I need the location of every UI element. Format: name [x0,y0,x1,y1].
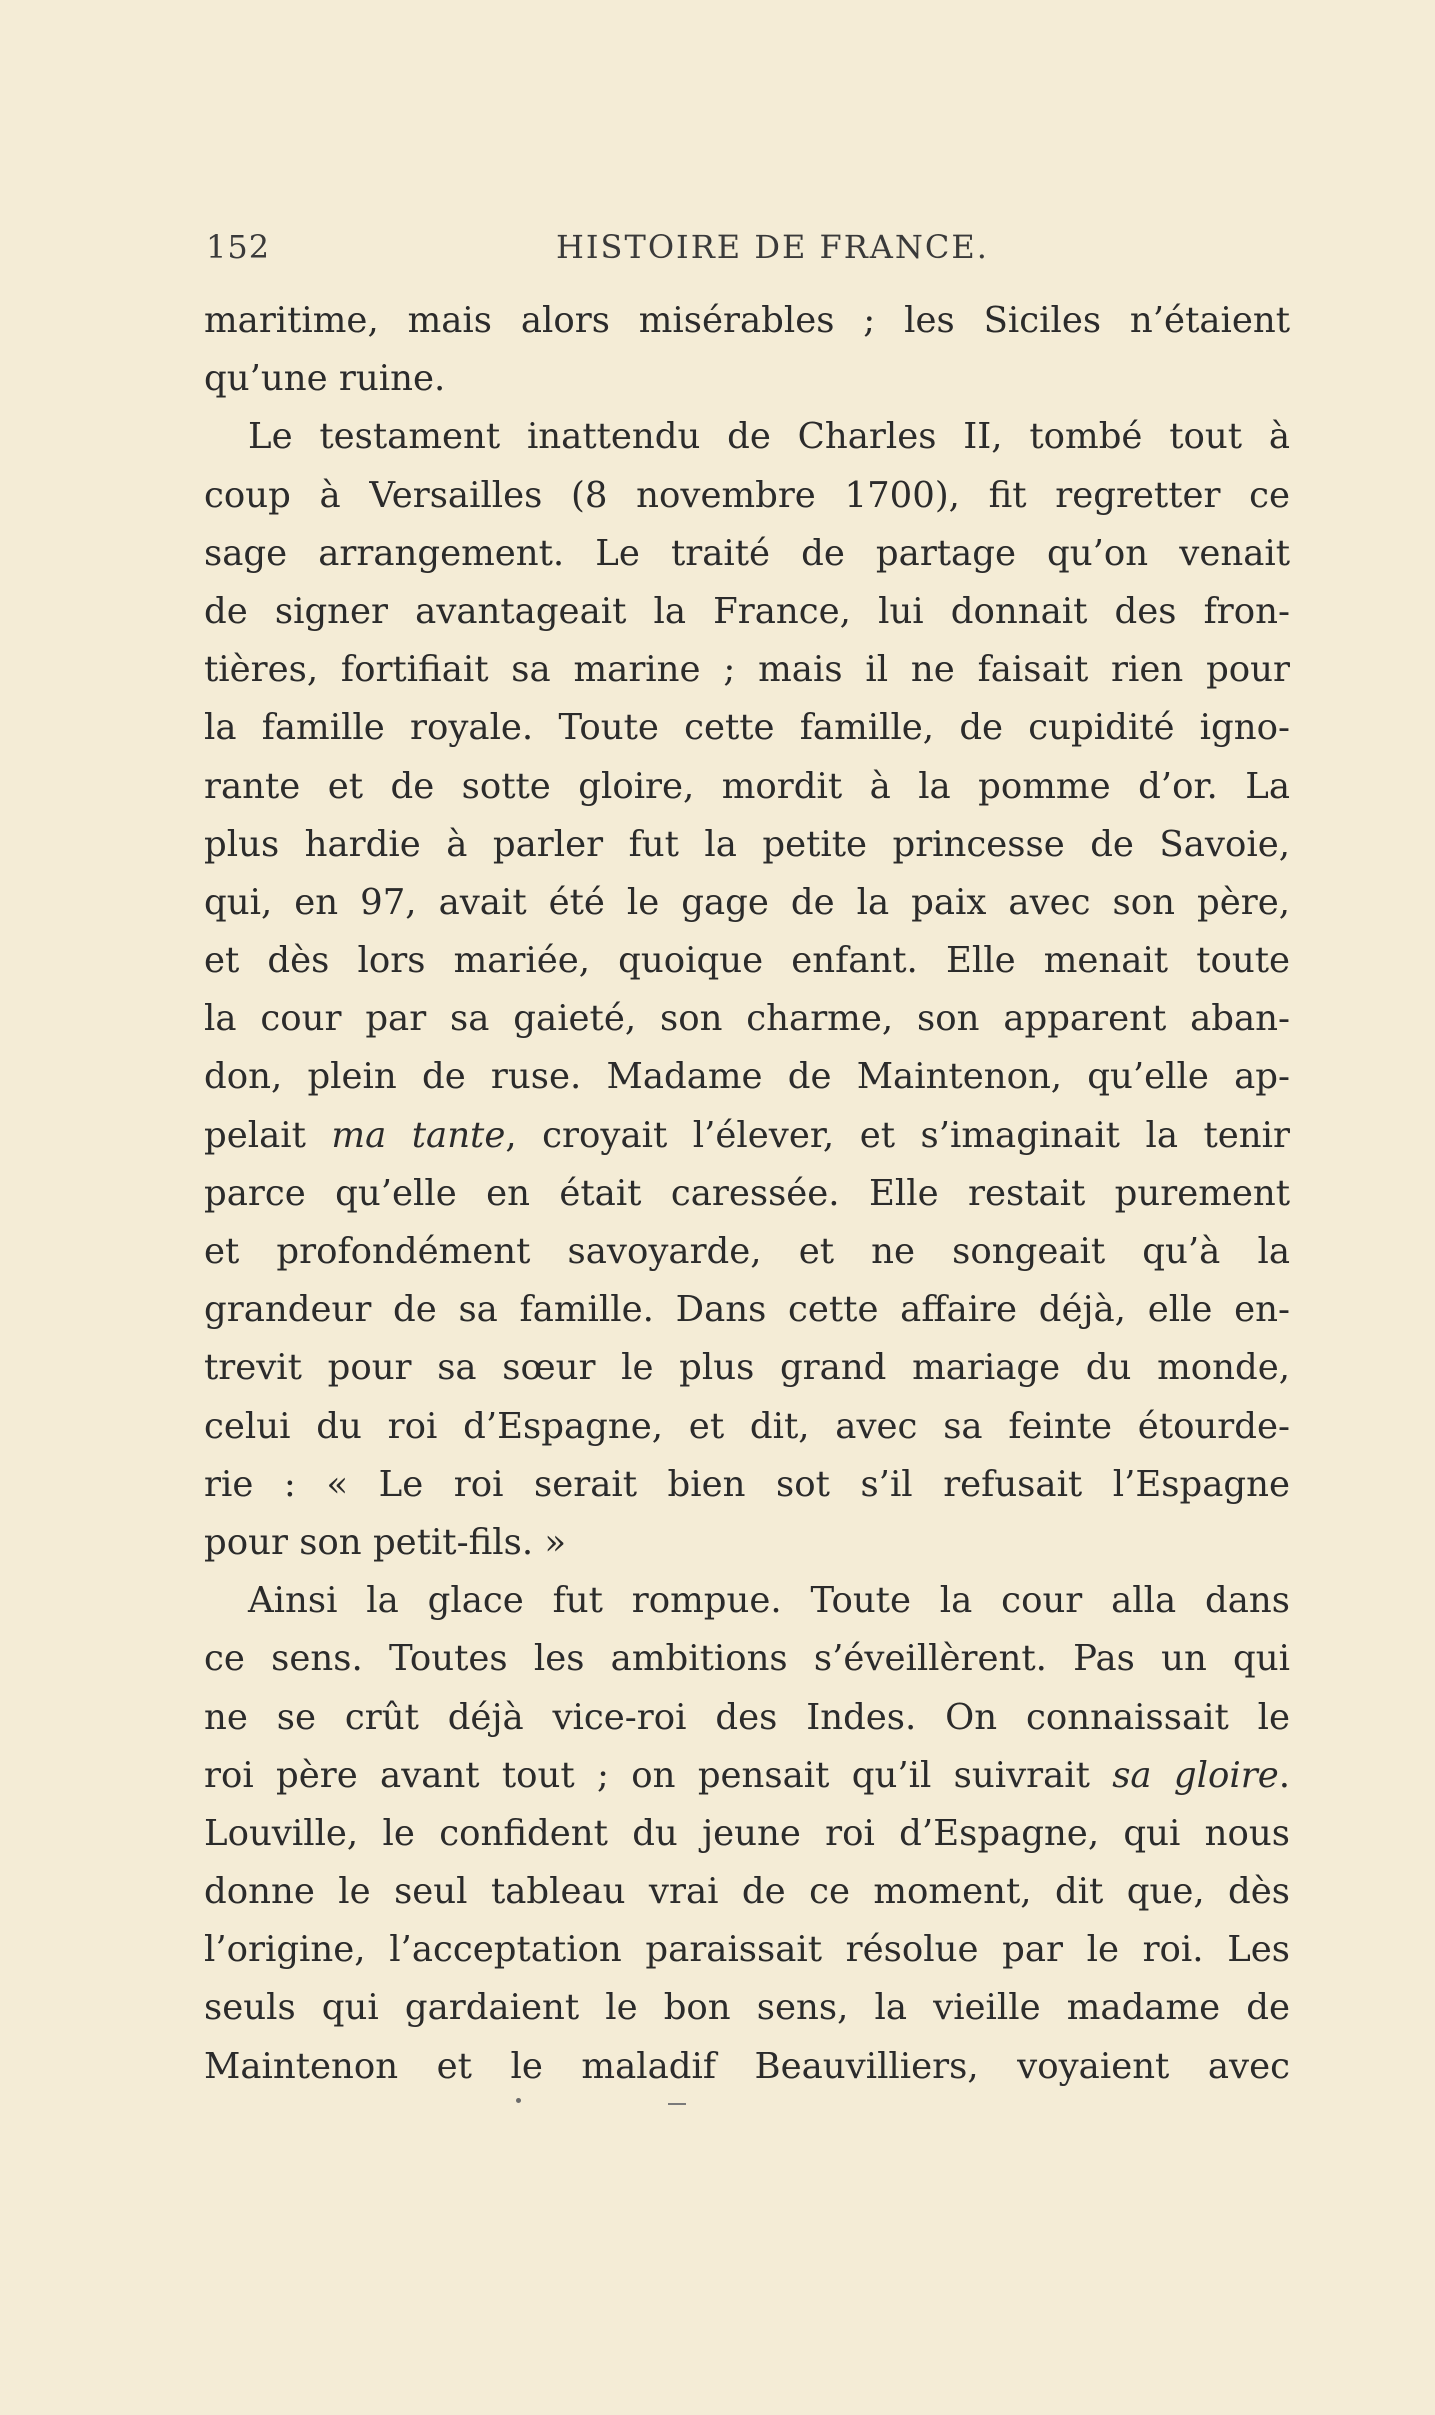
text-line: la cour par sa gaieté, son charme, son apparent aban- [204,998,1290,1040]
text-line: celui du roi d’Espagne, et dit, avec sa feinte étourde- [204,1405,1290,1447]
text-line: rante et de sotte gloire, mordit à la pomme d’or. La [204,765,1290,807]
text-line: grandeur de sa famille. Dans cette affaire déjà, elle en- [204,1289,1290,1331]
text-line: l’origine, l’acceptation paraissait résolue par le roi. Les [204,1929,1290,1971]
text-line: donne le seul tableau vrai de ce moment, dit que, dès [204,1871,1290,1913]
page-number: 152 [206,228,271,266]
text-segment: , croyait l’élever, et s’imaginait la tenir [505,1114,1290,1156]
text-line [204,1747,1290,1805]
text-line: trevit pour sa sœur le plus grand mariage du monde, [204,1347,1290,1389]
text-line: Ainsi la glace fut rompue. Toute la cour alla dans [248,1580,1290,1622]
text-line: ce sens. Toutes les ambitions s’éveillèrent. Pas un qui [204,1638,1290,1680]
print-speck [668,2103,686,2105]
text-line: sage arrangement. Le traité de partage qu’on venait [204,532,1290,574]
text-line: don, plein de ruse. Madame de Maintenon, qu’elle ap- [204,1056,1290,1098]
text-line: Louville, le confident du jeune roi d’Espagne, qui nous [204,1812,1290,1854]
italic-text: sa gloire [1112,1754,1279,1796]
text-line: Le testament inattendu de Charles II, tombé tout à [248,416,1290,458]
text-line: pour son petit-fils. » [204,1521,567,1563]
text-line: et dès lors mariée, quoique enfant. Elle menait toute [204,940,1290,982]
text-line: ne se crût déjà vice-roi des Indes. On connaissait le [204,1696,1290,1738]
text-line: tières, fortifiait sa marine ; mais il ne faisait rien pour [204,649,1290,691]
running-head: HISTOIRE DE FRANCE. [556,228,989,266]
text-line: et profondément savoyarde, et ne songeait qu’à la [204,1231,1290,1272]
text-line: maritime, mais alors misérables ; les Siciles n’étaient [204,300,1290,341]
text-line: coup à Versailles (8 novembre 1700), fit regretter ce [204,474,1290,516]
text-line: Maintenon et le maladif Beauvilliers, voyaient avec [204,2045,1290,2087]
text-line: qui, en 97, avait été le gage de la paix avec son père, [204,881,1290,923]
print-speck [516,2098,521,2103]
body-text [204,292,1290,2096]
text-line: de signer avantageait la France, lui donnait des fron- [204,590,1290,632]
text-line: plus hardie à parler fut la petite princesse de Savoie, [204,823,1290,865]
text-line: seuls qui gardaient le bon sens, la vieille madame de [204,1987,1290,2029]
text-segment: roi père avant tout ; on pensait qu’il suivrait [204,1754,1113,1796]
text-line [204,1107,1290,1165]
text-line: la famille royale. Toute cette famille, de cupidité igno- [204,707,1290,749]
text-segment: . [1278,1754,1291,1796]
text-line: parce qu’elle en était caressée. Elle restait purement [204,1172,1290,1214]
page-header [206,222,1286,282]
italic-text: ma tante [331,1114,506,1156]
text-segment: pelait [204,1114,332,1156]
text-line: rie : « Le roi serait bien sot s’il refusait l’Espagne [204,1463,1290,1505]
text-line: qu’une ruine. [204,358,446,400]
